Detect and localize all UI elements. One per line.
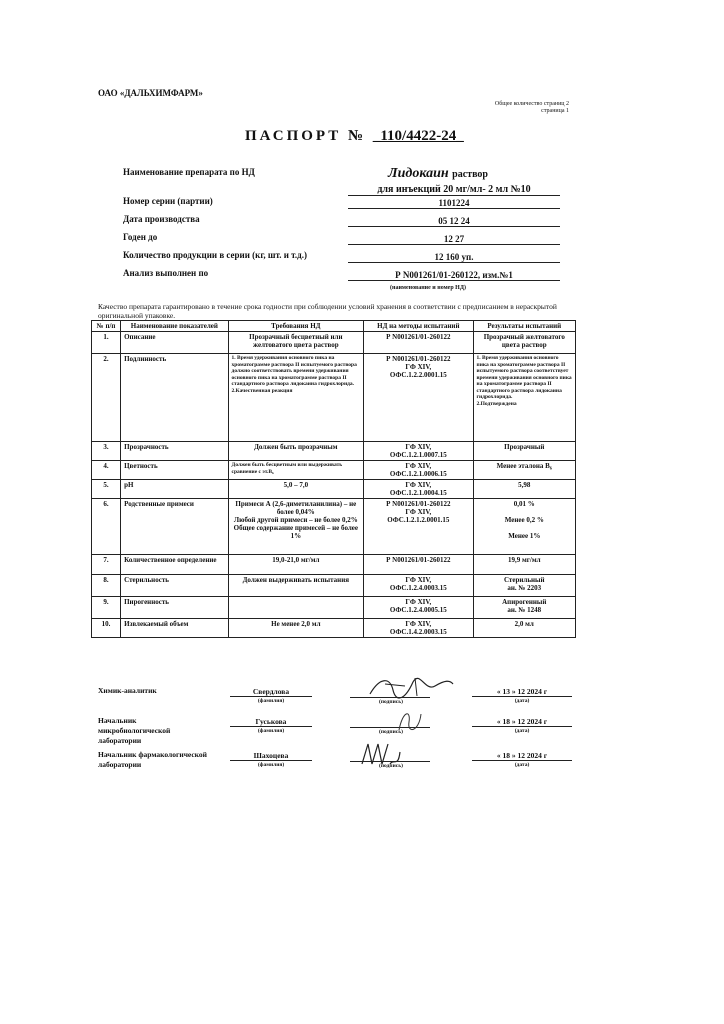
row-indicator-name: Пирогенность bbox=[121, 597, 228, 619]
field-label-drug: Наименование препарата по НД bbox=[123, 167, 255, 177]
surname-caption: (фамилия) bbox=[257, 728, 285, 734]
col-header-name: Наименование показателей bbox=[121, 321, 228, 332]
quality-statement: Качество препарата гарантировано в течение срока годности при соблюдении условий хранения в соответствии с предписанием в нераскрытой оригинальной упаковке. bbox=[98, 302, 557, 320]
row-nd-method: ГФ XIV, ОФС.1.2.1.0007.15 bbox=[364, 442, 473, 461]
row-nd-method: Р N001261/01-260122 bbox=[364, 555, 473, 575]
field-label-expiry: Годен до bbox=[123, 232, 158, 242]
row-requirement: 5,0 – 7,0 bbox=[228, 480, 364, 499]
signature-role: Химик-аналитик bbox=[98, 686, 157, 695]
field-value-expiry: 12 27 bbox=[348, 234, 560, 245]
signature-surname: Гуськова bbox=[230, 717, 312, 727]
row-indicator-name: Количественное определение bbox=[121, 555, 228, 575]
row-num: 5. bbox=[92, 480, 121, 499]
col-header-nd: НД на методы испытаний bbox=[364, 321, 473, 332]
row-num: 8. bbox=[92, 575, 121, 597]
row-requirement: Должен выдерживать испытания bbox=[228, 575, 364, 597]
row-nd-method: ГФ XIV, ОФС.1.4.2.0003.15 bbox=[364, 619, 473, 638]
document-title bbox=[245, 128, 464, 145]
row-result: Прозрачный желтоватого цвета раствор bbox=[473, 332, 575, 354]
col-header-req: Требования НД bbox=[228, 321, 364, 332]
signature-date: « 13 » 12 2024 г bbox=[472, 687, 572, 697]
table-row bbox=[92, 499, 576, 555]
row-nd-method: ГФ XIV, ОФС.1.2.1.0006.15 bbox=[364, 461, 473, 480]
passport-number: _110/4422-24_ bbox=[372, 128, 464, 144]
surname-caption: (фамилия) bbox=[257, 762, 285, 768]
nd-caption: (наименование и номер НД) bbox=[390, 285, 466, 291]
signature-role: Начальник микробиологической лаборатории bbox=[98, 716, 171, 745]
table-row bbox=[92, 480, 576, 499]
row-requirement: Не менее 2,0 мл bbox=[228, 619, 364, 638]
row-requirement: 1. Время удерживания основного пика на хроматограмме раствора II испытуемого раствора должно соответствовать времени удерживания основного пика на хроматограмме раствора II стандартного раствора лидокаина гидрохлорида. 2.Качественная реакция bbox=[228, 354, 364, 442]
row-result: 0,01 % Менее 0,2 % Менее 1% bbox=[473, 499, 575, 555]
field-value-quantity: 12 160 уп. bbox=[348, 252, 560, 263]
row-nd-method: Р N001261/01-260122 bbox=[364, 332, 473, 354]
spec-table-body bbox=[92, 332, 576, 638]
row-requirement: Прозрачный бесцветный или желтоватого цвета раствор bbox=[228, 332, 364, 354]
company-name: ОАО «ДАЛЬХИМФАРМ» bbox=[98, 88, 203, 98]
row-result: Прозрачный bbox=[473, 442, 575, 461]
table-row bbox=[92, 555, 576, 575]
table-row bbox=[92, 332, 576, 354]
row-result: 19,9 мг/мл bbox=[473, 555, 575, 575]
table-row bbox=[92, 575, 576, 597]
row-requirement: Должен быть прозрачным bbox=[228, 442, 364, 461]
drug-name bbox=[388, 166, 488, 182]
row-result: Апирогенный ан. № 1248 bbox=[473, 597, 575, 619]
row-nd-method: ГФ XIV, ОФС.1.2.4.0005.15 bbox=[364, 597, 473, 619]
field-value-series: 1101224 bbox=[348, 198, 560, 209]
date-caption: (дата) bbox=[514, 698, 530, 704]
row-nd-method: Р N001261/01-260122 ГФ XIV, ОФС.1.2.1.2.0001.15 bbox=[364, 499, 473, 555]
drug-form: для инъекций 20 мг/мл- 2 мл №10 bbox=[348, 184, 560, 196]
signature-surname: Свердлова bbox=[230, 687, 312, 697]
table-header-row bbox=[92, 321, 576, 332]
row-indicator-name: Описание bbox=[121, 332, 228, 354]
row-indicator-name: Родственные примеси bbox=[121, 499, 228, 555]
date-caption: (дата) bbox=[514, 728, 530, 734]
row-indicator-name: Подлинность bbox=[121, 354, 228, 442]
page-number: страница 1 bbox=[541, 108, 569, 114]
table-row bbox=[92, 354, 576, 442]
date-caption: (дата) bbox=[514, 762, 530, 768]
surname-caption: (фамилия) bbox=[257, 698, 285, 704]
table-row bbox=[92, 619, 576, 638]
page-count bbox=[495, 101, 569, 115]
row-result: 2,0 мл bbox=[473, 619, 575, 638]
row-indicator-name: Цветность bbox=[121, 461, 228, 480]
row-num: 10. bbox=[92, 619, 121, 638]
spec-table bbox=[91, 320, 576, 638]
row-num: 7. bbox=[92, 555, 121, 575]
row-num: 9. bbox=[92, 597, 121, 619]
table-row bbox=[92, 597, 576, 619]
field-label-analysis: Анализ выполнен по bbox=[123, 268, 209, 278]
row-nd-method: ГФ XIV, ОФС.1.2.4.0003.15 bbox=[364, 575, 473, 597]
row-requirement bbox=[228, 597, 364, 619]
signature-surname: Шахоцева bbox=[230, 751, 312, 761]
row-nd-method: Р N001261/01-260122 ГФ XIV, ОФС.1.2.2.0001.15 bbox=[364, 354, 473, 442]
row-result: 5,98 bbox=[473, 480, 575, 499]
row-indicator-name: pH bbox=[121, 480, 228, 499]
row-indicator-name: Прозрачность bbox=[121, 442, 228, 461]
row-requirement: Примеси А (2,6-диметиланилина) – не более 0,04% Любой другой примеси – не более 0,2% Общее содержание примесей – не более 1% bbox=[228, 499, 364, 555]
row-num: 2. bbox=[92, 354, 121, 442]
row-result: Стерильный ан. № 2203 bbox=[473, 575, 575, 597]
field-value-analysis: Р N001261/01-260122, изм.№1 bbox=[348, 270, 560, 281]
row-result: Менее эталона В₆ bbox=[473, 461, 575, 480]
table-row bbox=[92, 461, 576, 480]
row-num: 6. bbox=[92, 499, 121, 555]
row-nd-method: ГФ XIV, ОФС.1.2.1.0004.15 bbox=[364, 480, 473, 499]
total-pages: Общее количество страниц 2 bbox=[494, 101, 569, 107]
field-label-prod-date: Дата производства bbox=[123, 214, 200, 224]
row-requirement: Должен быть бесцветным или выдерживать сравнение с эт.В₆ bbox=[228, 461, 364, 480]
row-num: 1. bbox=[92, 332, 121, 354]
signature-caption: (подпись) bbox=[379, 699, 403, 705]
field-label-series: Номер серии (партии) bbox=[123, 196, 213, 206]
table-row bbox=[92, 442, 576, 461]
signature-scribble-1 bbox=[365, 672, 455, 702]
signature-date: « 18 » 12 2024 г bbox=[472, 717, 572, 727]
row-requirement: 19,0-21,0 мг/мл bbox=[228, 555, 364, 575]
signature-date: « 18 » 12 2024 г bbox=[472, 751, 572, 761]
row-result: 1. Время удерживания основного пика на хроматограмме раствора II испытуемого раствора соответствует времени удерживания основного пика на хроматограмме раствора II стандартного раствора лидокаина гидрохлорида. 2.Подтверждена bbox=[473, 354, 575, 442]
col-header-num: № п/п bbox=[92, 321, 121, 332]
col-header-res: Результаты испытаний bbox=[473, 321, 575, 332]
signature-role: Начальник фармакологической лаборатории bbox=[98, 750, 207, 769]
field-label-quantity: Количество продукции в серии (кг, шт. и т.д.) bbox=[123, 250, 307, 260]
field-value-prod-date: 05 12 24 bbox=[348, 216, 560, 227]
drug-title: Лидокаин bbox=[388, 166, 449, 181]
signature-caption: (подпись) bbox=[379, 763, 403, 769]
row-indicator-name: Извлекаемый объем bbox=[121, 619, 228, 638]
row-num: 4. bbox=[92, 461, 121, 480]
drug-title-suffix: раствор bbox=[452, 169, 488, 180]
signature-scribble-3 bbox=[358, 738, 403, 772]
signature-caption: (подпись) bbox=[379, 729, 403, 735]
row-num: 3. bbox=[92, 442, 121, 461]
signature-scribble-2 bbox=[395, 706, 425, 736]
row-indicator-name: Стерильность bbox=[121, 575, 228, 597]
title-prefix: ПАСПОРТ № bbox=[245, 128, 367, 144]
